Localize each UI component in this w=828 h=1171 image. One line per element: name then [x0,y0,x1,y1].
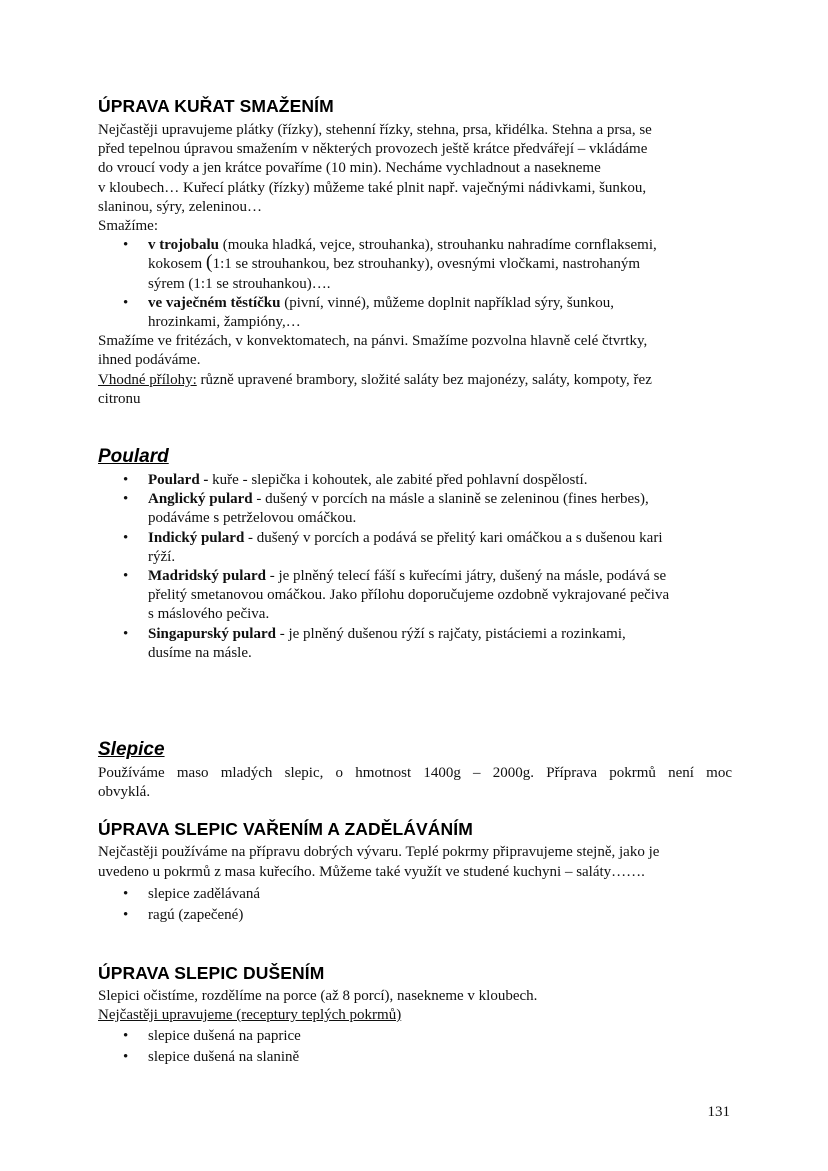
bold-term: Poulard - [148,472,209,489]
list-item: • slepice dušená na slanině [148,1047,732,1068]
paragraph-text: Používáme maso mladých slepic, o hmotnost 1400g – 2000g. Příprava pokrmů není moc [98,765,732,782]
item-text: hrozinkami, žampióny,… [148,314,301,331]
paragraph-line: obvyklá. [98,784,151,801]
list-item [148,236,732,294]
item-text: kuře - slepička i kohoutek, ale zabité před pohlavní dospělostí. [208,472,588,489]
paragraph-line: Nejčastěji upravujeme plátky (řízky), stehenní řízky, stehna, prsa, křidélka. Stehna a prsa, se [98,122,652,138]
poulard-list [98,471,732,663]
paragraph-line: Slepici očistíme, rozdělíme na porce (až 8 porcí), nasekneme v kloubech. [98,987,538,1004]
sides-text: různě upravené brambory, složité saláty bez majonézy, saláty, kompoty, řez [196,371,652,388]
item-text: (mouka hladká, vejce, strouhanka), strouhanku nahradíme cornflaksemi, [218,237,657,254]
list-item: • ragú (zapečené) [148,905,732,926]
item-text: - dušený v porcích na másle a slanině se zeleninou (fines herbes), [252,491,649,508]
bold-term: ve vaječném těstíčku [148,294,281,311]
recipes-label: Nejčastěji upravujeme (receptury teplých pokrmů) [98,1007,402,1024]
list-item [148,625,732,663]
item-text: sýrem (1:1 se strouhankou)…. [148,275,331,292]
item-text: přelitý smetanovou omáčkou. Jako přílohu doporučujeme ozdobně vykrajované pečiva [148,587,670,604]
item-text: podáváme s petrželovou omáčkou. [148,510,357,527]
item-text: - dušený v porcích a podává se přelitý kari omáčkou a s dušenou kari [244,529,663,546]
list-item: • slepice dušená na paprice [148,1026,732,1047]
paragraph-line: uvedeno u pokrmů z masa kuřecího. Můžeme také využít ve studené kuchyni – saláty……. [98,863,645,880]
bold-term: Indický pulard [148,529,245,546]
item-text: - je plněný dušenou rýží s rajčaty, pistáciemi a rozinkami, [275,625,626,642]
item-text: rýží. [148,548,176,565]
list-item [148,567,732,625]
sides-paragraph [98,371,732,390]
paragraph-line [98,764,732,783]
paragraph-line: Smažíme ve fritézách, v konvektomatech, na pánvi. Smažíme pozvolna hlavně celé čtvrtky, [98,333,648,350]
smazime-label: Smažíme: [98,218,158,235]
paragraph-line: ihned podáváme. [98,352,201,369]
bold-term: Anglický pulard [148,491,253,508]
big-parenthesis: ( [205,251,213,274]
sides-label: Vhodné přílohy: [98,371,197,388]
list-item: • slepice zadělávaná [148,884,732,905]
slepice-duseni-list [98,1026,732,1068]
section-title-slepice: Slepice [98,739,165,761]
paragraph-line: slaninou, sýry, zeleninou… [98,198,262,215]
bold-term: Singapurský pulard [148,625,276,642]
item-text: 1:1 se strouhankou, bez strouhanky), ovesnými vločkami, nastrohaným [212,256,641,273]
paragraph-line: do vroucí vody a jen krátce povaříme (10 min). Necháme vychladnout a nasekneme [98,160,601,177]
section-title-poulard: Poulard [98,446,169,468]
section-title-kurata-smazenim: ÚPRAVA KUŘAT SMAŽENÍM [98,96,334,116]
paragraph-line: v kloubech… Kuřecí plátky (řízky) můžeme také plnit např. vaječnými nádivkami, šunkou, [98,179,647,196]
item-text: dusíme na másle. [148,644,252,661]
item-text: - je plněný telecí fáší s kuřecími játry, dušený na másle, podává se [265,568,667,585]
list-item [148,294,732,332]
item-text: kokosem [148,256,206,273]
page-content [98,96,732,1068]
page-number: 131 [707,1104,730,1120]
paragraph-line: citronu [98,390,141,407]
list-item [148,471,732,490]
frying-methods-list [98,236,732,332]
item-text: (pivní, vinné), můžeme doplnit například sýry, šunkou, [280,294,615,311]
section-title-slepice-vareni: ÚPRAVA SLEPIC VAŘENÍM A ZADĚLÁVÁNÍM [98,819,473,840]
list-item [148,490,732,528]
item-text: s máslového pečiva. [148,606,270,623]
bold-term: v trojobalu [148,237,219,254]
paragraph-line: Nejčastěji používáme na přípravu dobrých vývaru. Teplé pokrmy připravujeme stejně, jako je [98,844,660,861]
list-item [148,529,732,567]
slepice-vareni-list [98,884,732,926]
section-title-slepice-duseni: ÚPRAVA SLEPIC DUŠENÍM [98,962,325,983]
bold-term: Madridský pulard [148,568,266,585]
paragraph-line: před tepelnou úpravou smažením v některých provozech ještě krátce předvářejí – vkládáme [98,141,648,158]
